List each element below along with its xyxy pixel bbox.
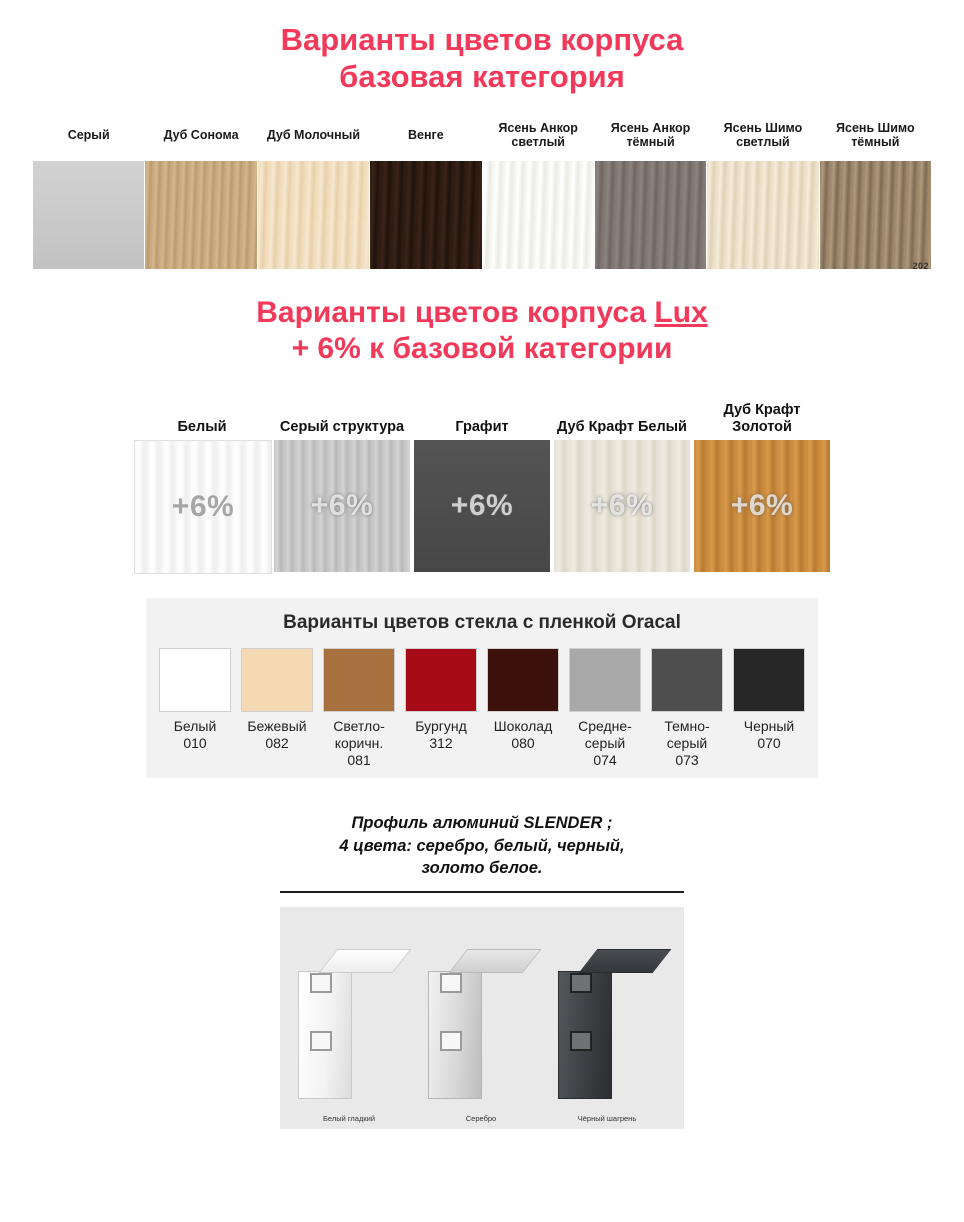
lux-swatch-item[interactable] <box>414 382 550 574</box>
lux-swatch-badge: +6% <box>590 488 654 522</box>
oracal-swatch-name: Темно-серый <box>664 717 710 751</box>
base-swatch-item[interactable] <box>370 109 481 269</box>
oracal-swatch-color <box>569 648 641 712</box>
profile-notch-icon <box>440 973 462 993</box>
base-swatch-color <box>33 161 144 269</box>
oracal-swatch-name: Белый <box>173 717 217 734</box>
base-swatch-item[interactable] <box>33 109 144 269</box>
lux-swatch-item[interactable] <box>274 382 410 574</box>
profile-note-line2: 4 цвета: серебро, белый, черный, <box>339 836 625 855</box>
profile-notch-icon <box>310 1031 332 1051</box>
lux-swatch-badge: +6% <box>171 489 235 523</box>
oracal-swatch-color <box>159 648 231 712</box>
lux-color-strip <box>132 382 832 574</box>
base-swatch-item[interactable] <box>483 109 594 269</box>
profile-note-line3: золото белое. <box>421 858 543 877</box>
lux-swatch-label: Серый структура <box>279 418 405 435</box>
oracal-swatch-name: Бургунд <box>415 717 467 734</box>
lux-swatch-badge: +6% <box>450 488 514 522</box>
base-swatch-color <box>145 161 256 269</box>
oracal-swatch-label <box>174 718 217 752</box>
page-title-lux <box>0 295 964 366</box>
oracal-swatch-name: Шоколад <box>493 717 553 734</box>
oracal-swatch-code: 082 <box>265 734 289 751</box>
page-title-lux-line1 <box>0 295 964 330</box>
lux-swatch-badge: +6% <box>310 488 374 522</box>
page-title-lux-prefix: Варианты цветов корпуса <box>256 296 655 330</box>
base-swatch-label: Дуб Молочный <box>266 127 361 142</box>
oracal-swatch-item[interactable] <box>402 648 480 768</box>
profile-photo-caption: Белый гладкий <box>322 1114 376 1124</box>
lux-swatch-color <box>134 440 272 574</box>
oracal-swatch-label <box>247 718 306 752</box>
profile-notch-icon <box>440 1031 462 1051</box>
oracal-swatch-color <box>405 648 477 712</box>
lux-swatch-color <box>694 440 830 572</box>
lux-swatch-color <box>274 440 410 572</box>
oracal-swatch-item[interactable] <box>566 648 644 768</box>
profile-top-face-dark <box>579 949 672 973</box>
base-swatch-color <box>820 161 931 272</box>
base-swatch-item[interactable] <box>258 109 369 269</box>
base-swatch-item[interactable] <box>595 109 706 269</box>
profile-top-face-white <box>319 949 412 973</box>
profile-bar-dark <box>558 949 662 1099</box>
lux-swatch-item[interactable] <box>554 382 690 574</box>
oracal-swatch-name: Черный <box>743 717 795 734</box>
profile-top-face-silver <box>449 949 542 973</box>
lux-swatch-label: Дуб Крафт Золотой <box>723 401 801 435</box>
profile-note-line1: Профиль алюминий SLENDER ; <box>351 814 613 833</box>
base-swatch-label: Дуб Сонома <box>163 127 239 142</box>
oracal-swatch-item[interactable] <box>484 648 562 768</box>
profile-front-face-dark <box>558 971 612 1099</box>
profile-front-face-white <box>298 971 352 1099</box>
profile-notch-icon <box>310 973 332 993</box>
oracal-swatch-name: Светло-коричн. <box>333 717 385 751</box>
lux-swatch-item[interactable] <box>134 382 270 574</box>
oracal-swatch-code: 070 <box>757 734 781 751</box>
profile-front-face-silver <box>428 971 482 1099</box>
base-swatch-color <box>370 161 481 269</box>
lux-swatch-label: Дуб Крафт Белый <box>557 418 687 435</box>
lux-swatch-item[interactable] <box>694 382 830 574</box>
profile-photo-caption: Чёрный шагрень <box>577 1114 637 1124</box>
base-swatch-label: Серый <box>67 127 110 142</box>
profile-notch-icon <box>570 973 592 993</box>
profile-bar-silver <box>428 949 532 1099</box>
section-divider <box>280 891 684 893</box>
oracal-title: Варианты цветов стекла с пленкой Oracal <box>283 611 681 633</box>
oracal-swatch-color <box>733 648 805 712</box>
oracal-swatch-code: 080 <box>511 734 535 751</box>
oracal-swatch-label <box>744 718 795 752</box>
oracal-swatch-item[interactable] <box>238 648 316 768</box>
lux-swatch-label: Графит <box>455 418 509 435</box>
oracal-swatch-code: 074 <box>593 751 617 768</box>
oracal-swatch-row <box>146 648 818 768</box>
lux-swatch-color <box>414 440 550 572</box>
base-swatch-label: Венге <box>407 127 444 142</box>
base-swatch-item[interactable] <box>820 109 931 272</box>
oracal-swatch-color <box>651 648 723 712</box>
lux-swatch-color <box>554 440 690 572</box>
base-swatch-item[interactable] <box>145 109 256 269</box>
oracal-swatch-code: 081 <box>347 751 371 768</box>
oracal-section <box>146 598 818 778</box>
oracal-swatch-label <box>415 718 467 752</box>
page-title-base-line1: Варианты цветов корпуса <box>280 22 684 57</box>
lux-swatch-badge: +6% <box>730 488 794 522</box>
oracal-swatch-color <box>241 648 313 712</box>
oracal-swatch-label <box>648 718 726 768</box>
lux-swatch-label: Белый <box>177 418 227 435</box>
oracal-swatch-name: Средне-серый <box>578 717 632 751</box>
oracal-swatch-item[interactable] <box>730 648 808 768</box>
profile-bar-white <box>298 949 402 1099</box>
base-swatch-label: Ясень Шимо тёмный <box>836 120 915 150</box>
base-swatch-color <box>483 161 594 269</box>
page-title-lux-line2: + 6% к базовой категории <box>291 331 673 365</box>
oracal-swatch-item[interactable] <box>156 648 234 768</box>
base-swatch-label: Ясень Шимо светлый <box>723 120 803 150</box>
page-title-base <box>0 22 964 95</box>
watermark-text: 202 <box>912 261 929 272</box>
profile-photo-caption: Серебро <box>465 1114 497 1124</box>
oracal-swatch-color <box>487 648 559 712</box>
profile-note <box>222 812 742 879</box>
base-swatch-color <box>258 161 369 269</box>
base-swatch-label: Ясень Анкор светлый <box>498 120 578 150</box>
base-color-strip <box>33 109 931 272</box>
oracal-swatch-code: 312 <box>429 734 453 751</box>
oracal-swatch-label <box>494 718 553 752</box>
oracal-swatch-code: 010 <box>183 734 207 751</box>
oracal-swatch-label <box>320 718 398 768</box>
oracal-swatch-item[interactable] <box>648 648 726 768</box>
oracal-swatch-item[interactable] <box>320 648 398 768</box>
page-title-lux-accent: Lux <box>654 296 708 330</box>
oracal-swatch-color <box>323 648 395 712</box>
oracal-swatch-name: Бежевый <box>247 717 307 734</box>
base-swatch-item[interactable] <box>707 109 818 269</box>
profile-notch-icon <box>570 1031 592 1051</box>
oracal-swatch-label <box>566 718 644 768</box>
oracal-swatch-code: 073 <box>675 751 699 768</box>
base-swatch-color <box>707 161 818 269</box>
profile-photo <box>280 907 684 1129</box>
page-title-base-line2: базовая категория <box>339 58 625 94</box>
base-swatch-label: Ясень Анкор тёмный <box>610 120 691 150</box>
base-swatch-color <box>595 161 706 269</box>
